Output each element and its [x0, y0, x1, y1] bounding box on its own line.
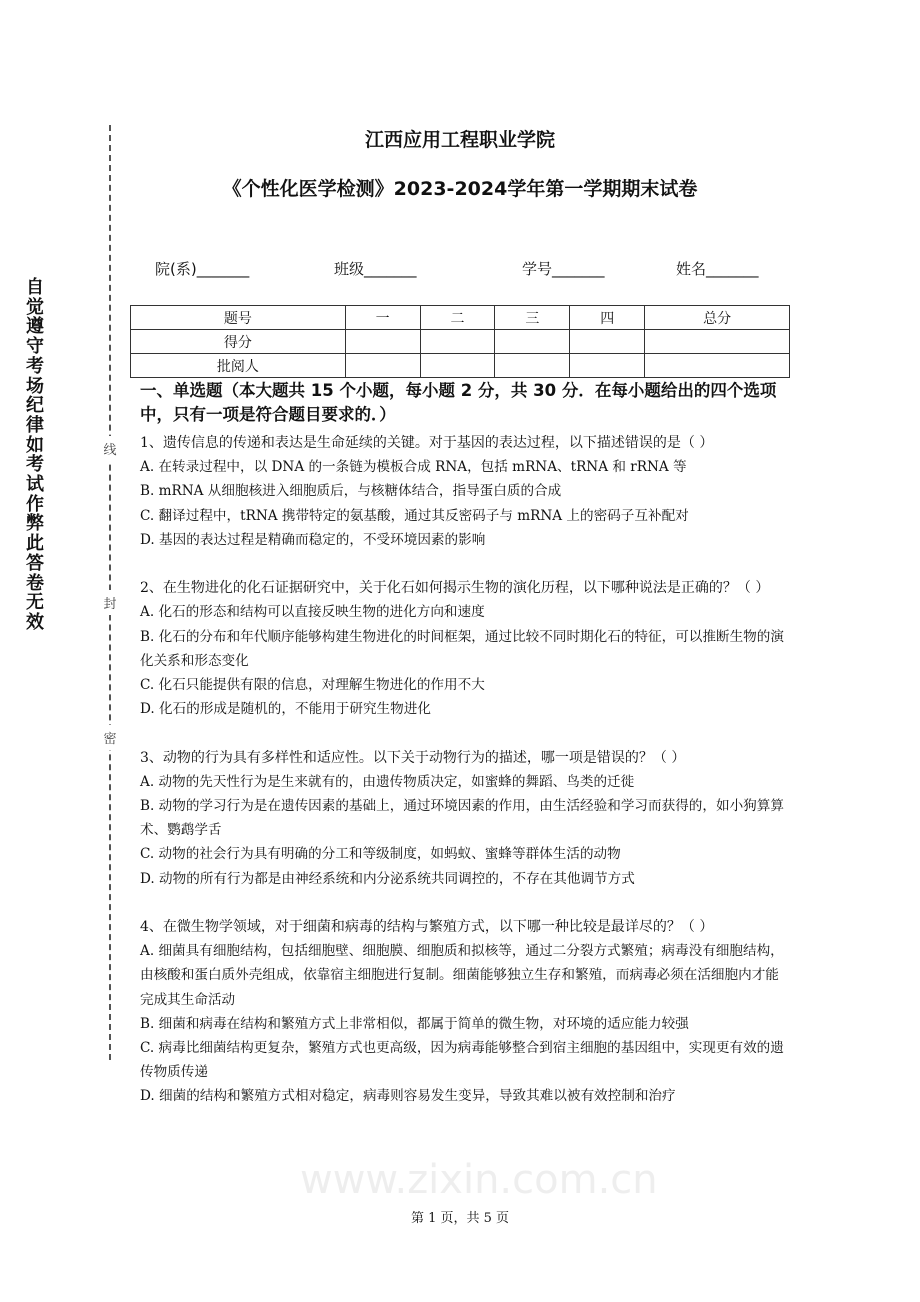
question	[140, 915, 788, 1109]
field-class: 班级_______	[334, 260, 417, 278]
row-label: 批阅人	[131, 354, 346, 378]
option: A. 在转录过程中，以 DNA 的一条链为模板合成 RNA，包括 mRNA、tRNA 和 rRNA 等	[140, 459, 687, 476]
option: C. 病毒比细菌结构更复杂，繁殖方式也更高级，因为病毒能够整合到宿主细胞的基因组中，实现更有效的遗传物质传递	[140, 1040, 784, 1081]
question-stem: 4、在微生物学领域，对于细菌和病毒的结构与繁殖方式，以下哪一种比较是最详尽的？（ ）	[140, 919, 714, 936]
question-stem: 3、动物的行为具有多样性和适应性。以下关于动物行为的描述，哪一项是错误的？（ ）	[140, 749, 686, 766]
option: C. 化石只能提供有限的信息，对理解生物进化的作用不大	[140, 677, 485, 694]
option: B. 细菌和病毒在结构和繁殖方式上非常相似，都属于简单的微生物，对环境的适应能力较强	[140, 1015, 689, 1032]
field-student-id: 学号_______	[522, 260, 605, 278]
grader-cell	[495, 354, 570, 378]
seal-mark-secret: 密	[102, 725, 118, 750]
option: C. 翻译过程中，tRNA 携带特定的氨基酸，通过其反密码子与 mRNA 上的密码子互补配对	[140, 507, 689, 524]
header-cell: 一	[345, 306, 420, 330]
grader-cell	[420, 354, 495, 378]
header-cell: 二	[420, 306, 495, 330]
header-cell: 三	[495, 306, 570, 330]
score-cell	[570, 330, 645, 354]
option: C. 动物的社会行为具有明确的分工和等级制度，如蚂蚁、蜜蜂等群体生活的动物	[140, 846, 621, 863]
side-notice: 自觉遵守考场纪律如考试作弊此答卷无效	[26, 277, 44, 633]
question	[140, 746, 788, 891]
option: B. 动物的学习行为是在遗传因素的基础上，通过环境因素的作用，由生活经验和学习而获得的，如小狗算算术、鹦鹉学舌	[140, 798, 784, 839]
option: A. 细菌具有细胞结构，包括细胞壁、细胞膜、细胞质和拟核等，通过二分裂方式繁殖；病毒没有细胞结构，由核酸和蛋白质外壳组成，依靠宿主细胞进行复制。细菌能够独立生存和繁殖，而病毒必须在活细胞内才能完成其生命活动	[140, 943, 784, 1008]
exam-title: 《个性化医学检测》2023-2024学年第一学期期末试卷	[222, 178, 698, 200]
table-row	[131, 330, 790, 354]
option: A. 化石的形态和结构可以直接反映生物的进化方向和速度	[140, 604, 485, 621]
row-label: 得分	[131, 330, 346, 354]
header-cell: 题号	[131, 306, 346, 330]
score-table	[130, 305, 790, 378]
option: D. 化石的形成是随机的，不能用于研究生物进化	[140, 701, 431, 718]
score-cell	[495, 330, 570, 354]
table-header-row	[131, 306, 790, 330]
page-footer: 第 1 页，共 5 页	[410, 1211, 510, 1226]
grader-cell	[645, 354, 790, 378]
option: D. 基因的表达过程是精确而稳定的，不受环境因素的影响	[140, 531, 486, 548]
question	[140, 431, 788, 552]
field-department: 院(系)_______	[155, 260, 250, 278]
watermark: www.zixin.com.cn	[300, 1157, 658, 1203]
table-row	[131, 354, 790, 378]
option: D. 细菌的结构和繁殖方式相对稳定，病毒则容易发生变异，导致其难以被有效控制和治疗	[140, 1088, 676, 1105]
grader-cell	[570, 354, 645, 378]
question	[140, 576, 788, 721]
seal-mark-line: 线	[102, 436, 118, 461]
seal-mark-seal: 封	[102, 590, 118, 615]
header-cell: 总分	[645, 306, 790, 330]
score-cell	[420, 330, 495, 354]
section-heading: 一、单选题（本大题共 15 个小题，每小题 2 分，共 30 分．在每小题给出的四个选项中，只有一项是符合题目要求的．）	[140, 381, 777, 424]
question-list	[140, 431, 788, 1133]
score-cell	[645, 330, 790, 354]
score-cell	[345, 330, 420, 354]
option: D. 动物的所有行为都是由神经系统和内分泌系统共同调控的，不存在其他调节方式	[140, 870, 635, 887]
option: B. 化石的分布和年代顺序能够构建生物进化的时间框架，通过比较不同时期化石的特征，可以推断生物的演化关系和形态变化	[140, 628, 784, 669]
question-stem: 1、遗传信息的传递和表达是生命延续的关键。对于基因的表达过程，以下描述错误的是（ ）	[140, 435, 714, 451]
option: A. 动物的先天性行为是生来就有的，由遗传物质决定，如蜜蜂的舞蹈、鸟类的迁徙	[140, 773, 635, 790]
field-name: 姓名_______	[676, 260, 759, 278]
question-stem: 2、在生物进化的化石证据研究中，关于化石如何揭示生物的演化历程，以下哪种说法是正确的？（ ）	[140, 580, 770, 597]
option: B. mRNA 从细胞核进入细胞质后，与核糖体结合，指导蛋白质的合成	[140, 483, 562, 500]
header-cell: 四	[570, 306, 645, 330]
grader-cell	[345, 354, 420, 378]
school-title: 江西应用工程职业学院	[364, 129, 555, 151]
